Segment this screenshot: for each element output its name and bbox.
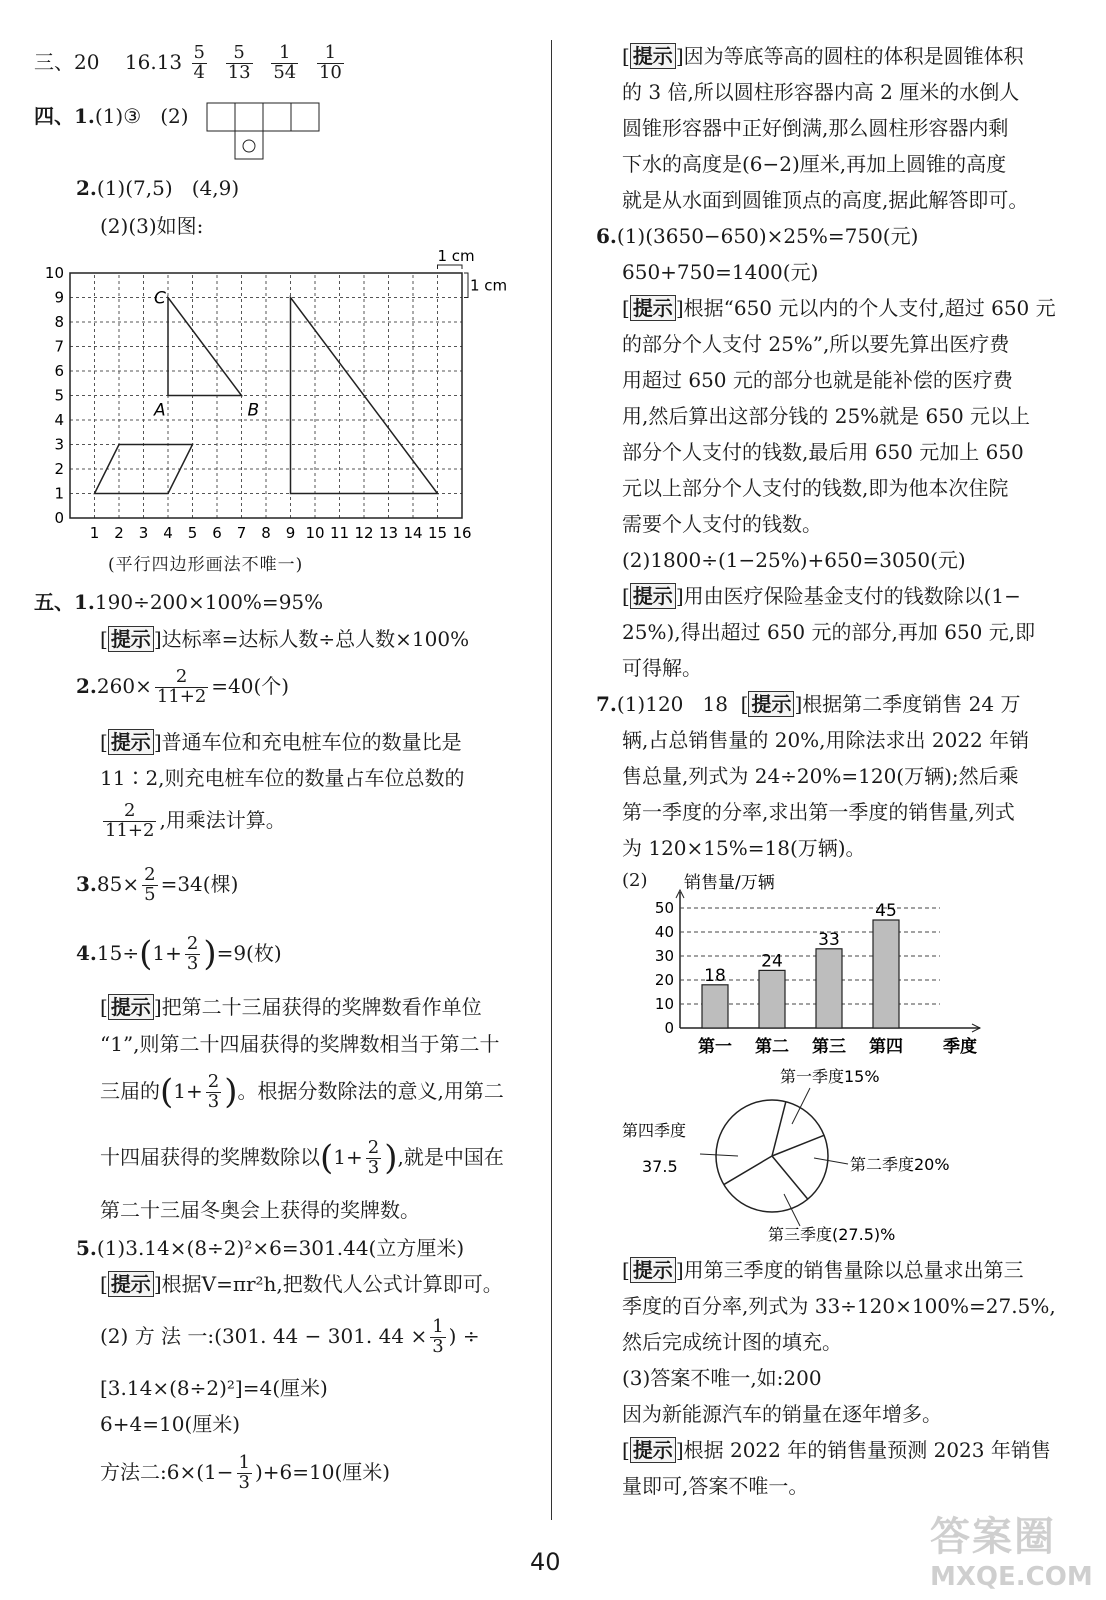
y-tick-label: 30 — [654, 947, 674, 965]
cube-net — [206, 102, 326, 162]
label-c: C — [154, 288, 166, 309]
pie-leader-q1 — [792, 1088, 810, 1124]
tip-6b-line3: 可得解。 — [622, 656, 702, 680]
tip-6-line1: [ 提示 ]根据“650 元以内的个人支付,超过 650 元 — [622, 296, 1056, 320]
pie-label-q3: 第三季度(27.5)% — [768, 1225, 896, 1244]
y-tick-label: 50 — [654, 899, 674, 917]
pie-slice-edge — [772, 1135, 824, 1156]
tip-6-line6: 元以上部分个人支付的钱数,即为他本次住院 — [622, 476, 1009, 500]
category-label: 第四 — [869, 1037, 903, 1057]
pie-slice-edge — [724, 1156, 772, 1185]
bar — [702, 985, 728, 1028]
tip-5-cont-line5: 就是从水面到圆锥顶点的高度,据此解答即可。 — [622, 188, 1029, 212]
tip-5-4-line2: “1”,则第二十四届获得的奖牌数相当于第二十 — [100, 1032, 500, 1056]
method-1-line2: [3.14×(8÷2)²]=4(厘米) — [100, 1376, 328, 1400]
tip-5-5: [ 提示 ]根据V=πr²h,把数代人公式计算即可。 — [100, 1272, 503, 1296]
y-tick-label: 9 — [54, 288, 64, 307]
unit-y-label: 1 cm — [470, 276, 508, 295]
y-tick-label: 10 — [654, 995, 674, 1013]
x-tick-label: 12 — [354, 524, 374, 542]
pie-slice-edge — [772, 1156, 808, 1199]
watermark: 答案圈 MXQE.COM — [930, 1514, 1093, 1592]
y-tick-label: 4 — [54, 411, 64, 429]
tip-5-cont-line4: 下水的高度是(6−2)厘米,再加上圆锥的高度 — [622, 152, 1007, 176]
category-label: 第一 — [698, 1037, 732, 1057]
method-1-line3: 6+4=10(厘米) — [100, 1412, 241, 1436]
y-tick-label: 40 — [654, 923, 674, 941]
x-tick-label: 5 — [187, 524, 198, 542]
label-b: B — [247, 400, 260, 421]
y-tick-label: 2 — [54, 460, 64, 478]
tip-7-line4: [ 提示 ]根据 2022 年的销售量预测 2023 年销售 — [622, 1438, 1051, 1462]
unit-x-label: 1 cm — [437, 248, 475, 265]
tip-6-line3: 用超过 650 元的部分也就是能补偿的医疗费 — [622, 368, 1013, 392]
part-3-reason: 因为新能源汽车的销量在逐年增多。 — [622, 1402, 942, 1426]
x-tick-label: 10 — [305, 524, 325, 542]
bar — [816, 949, 842, 1028]
x-tick-label: 7 — [236, 524, 247, 542]
pie-label-q2: 第二季度20% — [850, 1155, 950, 1174]
tip-5-1: [ 提示 ]达标率=达标人数÷总人数×100% — [100, 627, 470, 651]
pie-label-q1: 第一季度15% — [780, 1067, 880, 1086]
tip-5-4-line4: 十四届获得的奖牌数除以(1+ $\frac{2}{3}$ ),就是中国在 — [100, 1137, 504, 1178]
y-tick-label: 8 — [54, 313, 64, 331]
tip-7-line1: [ 提示 ]用第三季度的销售量除以总量求出第三 — [622, 1258, 1024, 1282]
bar-value-label: 24 — [761, 951, 783, 972]
unit-y-bracket — [464, 273, 468, 298]
section-6-eq1: 6.(1)(3650−650)×25%=750(元) — [596, 224, 919, 248]
tip-5-cont-line2: 的 3 倍,所以圆柱形容器内高 2 厘米的水倒人 — [622, 80, 1020, 104]
section-6-eq2: 650+750=1400(元) — [622, 260, 819, 284]
tip-7-line2: 季度的百分率,列式为 33÷120×100%=27.5%, — [622, 1294, 1056, 1318]
section-5-4: 4.15÷(1+ $\frac{2}{3}$ )=9(枚) — [76, 933, 282, 974]
section-7-line2: 辆,占总销售量的 20%,用除法求出 2022 年销 — [622, 728, 1030, 752]
section-7-line4: 第一季度的分率,求出第一季度的销售量,列式 — [622, 800, 1015, 824]
tip-7-line3: 然后完成统计图的填充。 — [622, 1330, 842, 1354]
pie-chart — [600, 1058, 1000, 1254]
tip-6-line4: 用,然后算出这部分钱的 25%就是 650 元以上 — [622, 404, 1031, 428]
category-label: 第三 — [812, 1037, 846, 1057]
pie-leader-q2 — [814, 1158, 848, 1164]
x-tick-label: 3 — [138, 524, 149, 542]
x-tick-label: 15 — [427, 524, 448, 542]
x-tick-label: 4 — [163, 524, 173, 542]
tip-6b-line1: [ 提示 ]用由医疗保险基金支付的钱数除以(1− — [622, 584, 1021, 608]
figure-note: (2)(3)如图: — [100, 214, 204, 238]
x-tick-label: 11 — [329, 524, 350, 542]
method-2: 方法二:6×(1− $\frac{1}{3}$ )+6=10(厘米) — [100, 1452, 391, 1493]
y-tick-label: 0 — [664, 1019, 674, 1037]
tip-5-2-line2: 11∶2,则充电桩车位的数量占车位总数的 — [100, 766, 465, 790]
tip-6-line2: 的部分个人支付 25%”,所以要先算出医疗费 — [622, 332, 1010, 356]
category-label: 第二 — [755, 1037, 789, 1057]
tip-5-4-line1: [ 提示 ]把第二十三届获得的奖牌数看作单位 — [100, 995, 482, 1019]
bar — [873, 920, 899, 1028]
y-tick-label: 20 — [654, 971, 674, 989]
part-3-answer: (3)答案不唯一,如:200 — [622, 1366, 822, 1390]
tip-5-4-line5: 第二十三届冬奥会上获得的奖牌数。 — [100, 1198, 420, 1222]
section-7-line5: 为 120×15%=18(万辆)。 — [622, 836, 866, 860]
section-5-3: 3.85× $\frac{2}{5}$ =34(棵) — [76, 864, 239, 905]
section-7-line3: 售总量,列式为 24÷20%=120(万辆);然后乘 — [622, 764, 1019, 788]
section-5-5: 5.(1)3.14×(8÷2)²×6=301.44(立方厘米) — [76, 1236, 465, 1260]
part-2-label: (2) — [622, 870, 648, 891]
section-4-1: 四、1.(1)③ (2) — [34, 104, 189, 128]
pie-slice-edge — [772, 1102, 786, 1156]
y-tick-label: 1 — [54, 484, 64, 503]
x-tick-label: 13 — [378, 524, 399, 542]
section-5-1: 五、1.190÷200×100%=95% — [34, 590, 324, 614]
unit-x-bracket — [438, 265, 463, 269]
section-4-2: 2.(1)(7,5) (4,9) — [76, 176, 240, 200]
y-tick-label: 6 — [54, 362, 64, 380]
section-6-eq3: (2)1800÷(1−25%)+650=3050(元) — [622, 548, 966, 572]
tip-6-line5: 部分个人支付的钱数,最后用 650 元加上 650 — [622, 440, 1024, 464]
tip-5-cont-line1: [ 提示 ]因为等底等高的圆柱的体积是圆锥体积 — [622, 44, 1024, 68]
x-tick-label: 8 — [261, 524, 271, 542]
coordinate-grid — [40, 248, 540, 548]
y-tick-label: 7 — [54, 337, 64, 356]
tip-7-line5: 量即可,答案不唯一。 — [622, 1474, 809, 1498]
tip-6b-line2: 25%),得出超过 650 元的部分,再加 650 元,即 — [622, 620, 1036, 644]
bar-chart — [622, 868, 982, 1058]
x-tick-label: 14 — [403, 524, 423, 542]
bar — [759, 970, 785, 1028]
y-axis-label: 销售量/万辆 — [684, 873, 775, 893]
x-tick-label: 16 — [452, 524, 472, 542]
pie-label-q4: 第四季度 — [622, 1121, 687, 1140]
label-a: A — [154, 400, 166, 421]
tip-5-2-line3: $\frac{2}{11+2}$ ,用乘法计算。 — [105, 800, 286, 841]
x-tick-label: 9 — [285, 524, 296, 542]
method-1-line1: (2) 方 法 一:(301. 44 − 301. 44 × $\frac{1}{3}$ ) ÷ — [100, 1316, 480, 1357]
bar-value-label: 18 — [704, 965, 726, 986]
x-tick-label: 1 — [89, 524, 100, 542]
section-3: 三、20 16.13 $\frac{5}{4}$ $\frac{5}{13}$ $\frac{1}{54}$ $\frac{1}{10}$ — [34, 42, 342, 83]
y-tick-label: 10 — [44, 264, 64, 282]
tip-6-line7: 需要个人支付的钱数。 — [622, 512, 822, 536]
x-tick-label: 6 — [212, 524, 222, 542]
y-tick-label: 5 — [54, 386, 64, 405]
pie-value-q4: 37.5 — [642, 1157, 678, 1176]
page-number: 40 — [530, 1548, 561, 1576]
bar-value-label: 33 — [818, 929, 840, 950]
grid-caption: (平行四边形画法不唯一) — [108, 555, 304, 575]
pie-leader-q4 — [700, 1154, 738, 1156]
section-5-2: 2.260× $\frac{2}{11+2}$ =40(个) — [76, 666, 290, 707]
section-7-line1: 7.(1)120 18 [ 提示 ]根据第二季度销售 24 万 — [596, 692, 1021, 716]
column-divider — [551, 40, 552, 1520]
y-tick-label: 3 — [54, 435, 64, 454]
x-tick-label: 2 — [114, 524, 124, 542]
tip-5-2-line1: [ 提示 ]普通车位和充电桩车位的数量比是 — [100, 730, 462, 754]
tip-5-cont-line3: 圆锥形容器中正好倒满,那么圆柱形容器内剩 — [622, 116, 1009, 140]
tip-5-4-line3: 三届的(1+ $\frac{2}{3}$ )。根据分数除法的意义,用第二 — [100, 1071, 504, 1112]
bar-value-label: 45 — [875, 901, 897, 921]
x-axis-label: 季度 — [943, 1037, 977, 1057]
y-tick-label: 0 — [54, 509, 64, 527]
